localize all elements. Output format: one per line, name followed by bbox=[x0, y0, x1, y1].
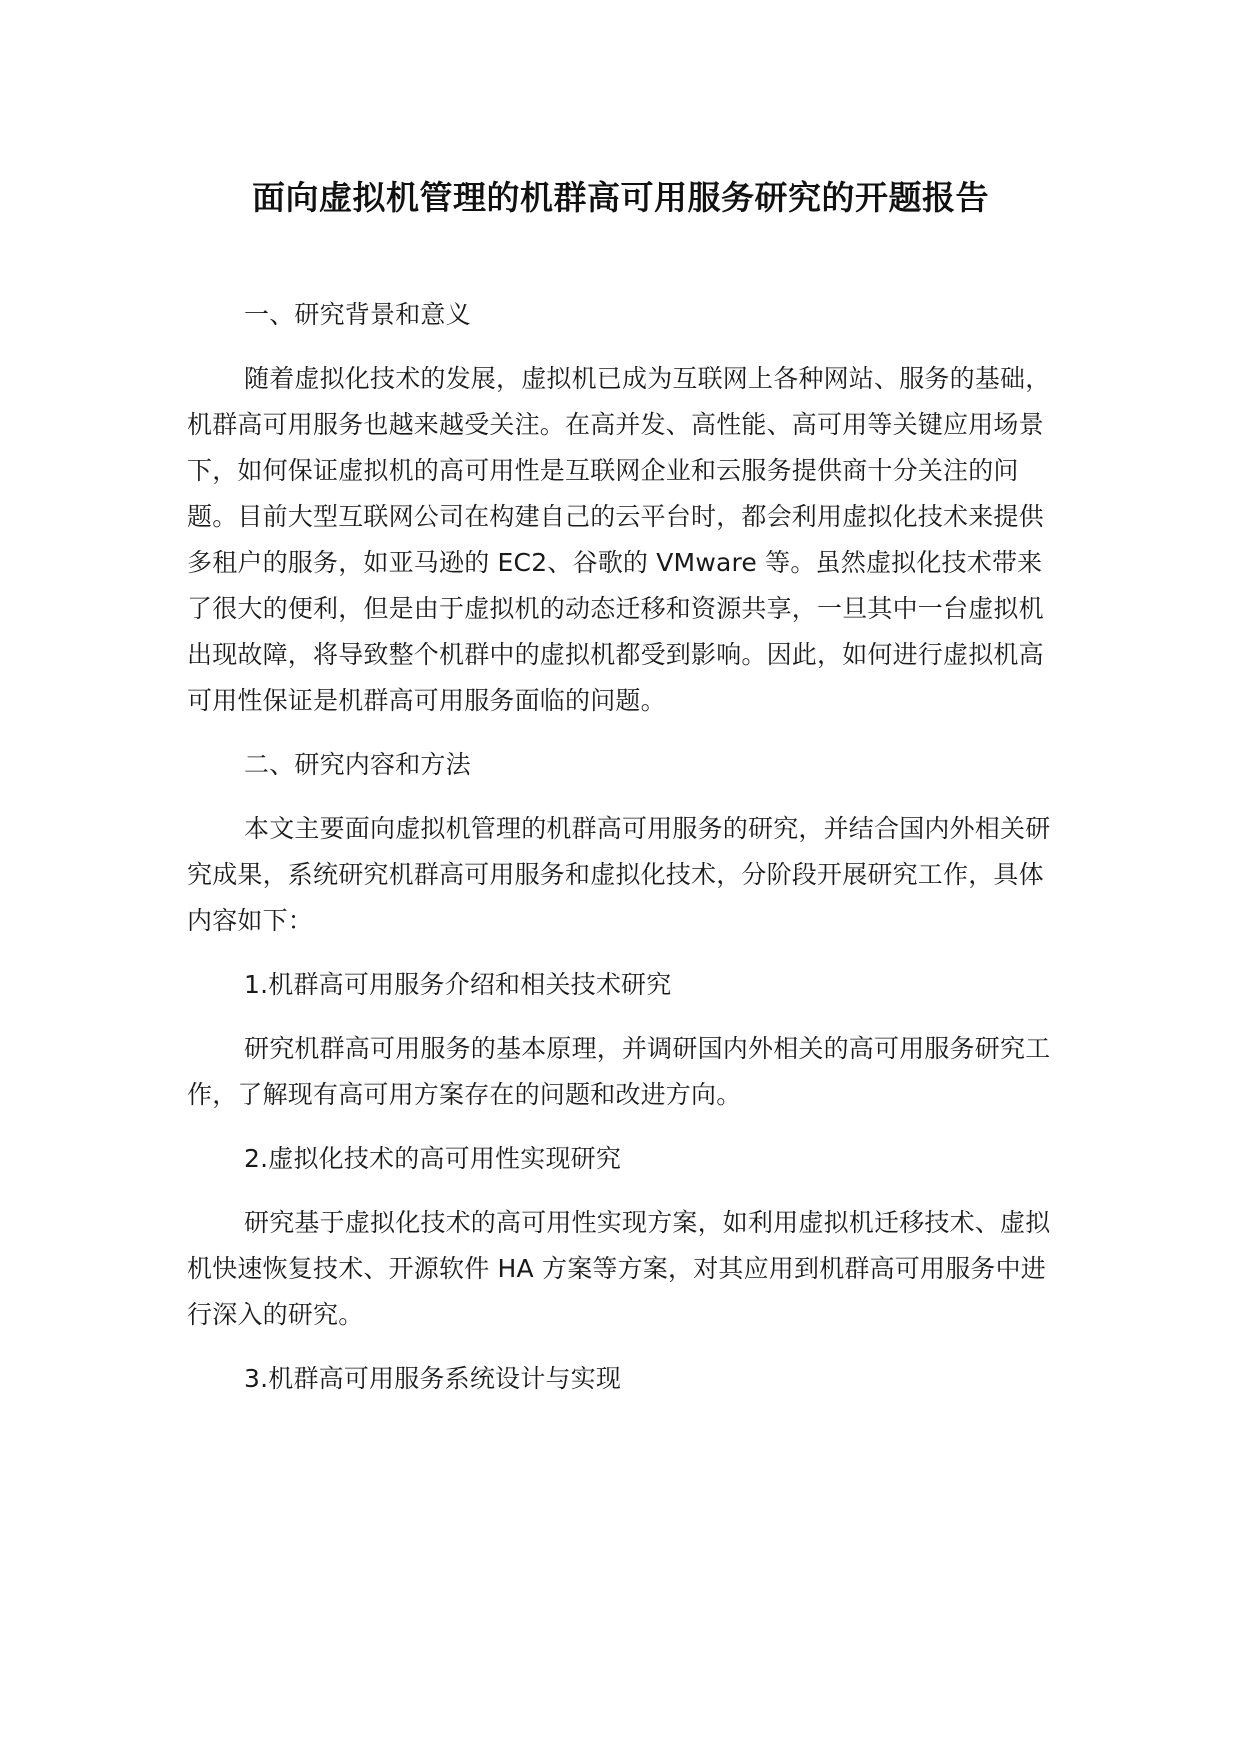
section-paragraph-background: 随着虚拟化技术的发展，虚拟机已成为互联网上各种网站、服务的基础，机群高可用服务也越来越受关注。在高并发、高性能、高可用等关键应用场景下，如何保证虚拟机的高可用性是互联网企业和云服务提供商十分关注的问题。目前大型互联网公司在构建自己的云平台时，都会利用虚拟化技术来提供多租户的服务，如亚马逊的 EC2、谷歌的 VMware 等。虽然虚拟化技术带来了很大的便利，但是由于虚拟机的动态迁移和资源共享，一旦其中一台虚拟机出现故障，将导致整个机群中的虚拟机都受到影响。因此，如何进行虚拟机高可用性保证是机群高可用服务面临的问题。 bbox=[187, 364, 1051, 715]
section-heading-background: 一、研究背景和意义 bbox=[244, 300, 471, 329]
document-title: 面向虚拟机管理的机群高可用服务研究的开题报告 bbox=[252, 178, 989, 217]
item-heading-1: 1.机群高可用服务介绍和相关技术研究 bbox=[244, 970, 672, 999]
document-body bbox=[187, 292, 1067, 1402]
item-heading-3: 3.机群高可用服务系统设计与实现 bbox=[244, 1364, 622, 1393]
item-paragraph-1: 研究机群高可用服务的基本原理，并调研国内外相关的高可用服务研究工作，了解现有高可用方案存在的问题和改进方向。 bbox=[187, 1034, 1051, 1109]
item-heading-2: 2.虚拟化技术的高可用性实现研究 bbox=[244, 1144, 622, 1173]
section-heading-content-method: 二、研究内容和方法 bbox=[244, 750, 471, 779]
section-paragraph-content-method: 本文主要面向虚拟机管理的机群高可用服务的研究，并结合国内外相关研究成果，系统研究机群高可用服务和虚拟化技术，分阶段开展研究工作，具体内容如下： bbox=[187, 814, 1051, 935]
item-paragraph-2: 研究基于虚拟化技术的高可用性实现方案，如利用虚拟机迁移技术、虚拟机快速恢复技术、开源软件 HA 方案等方案，对其应用到机群高可用服务中进行深入的研究。 bbox=[187, 1208, 1051, 1329]
